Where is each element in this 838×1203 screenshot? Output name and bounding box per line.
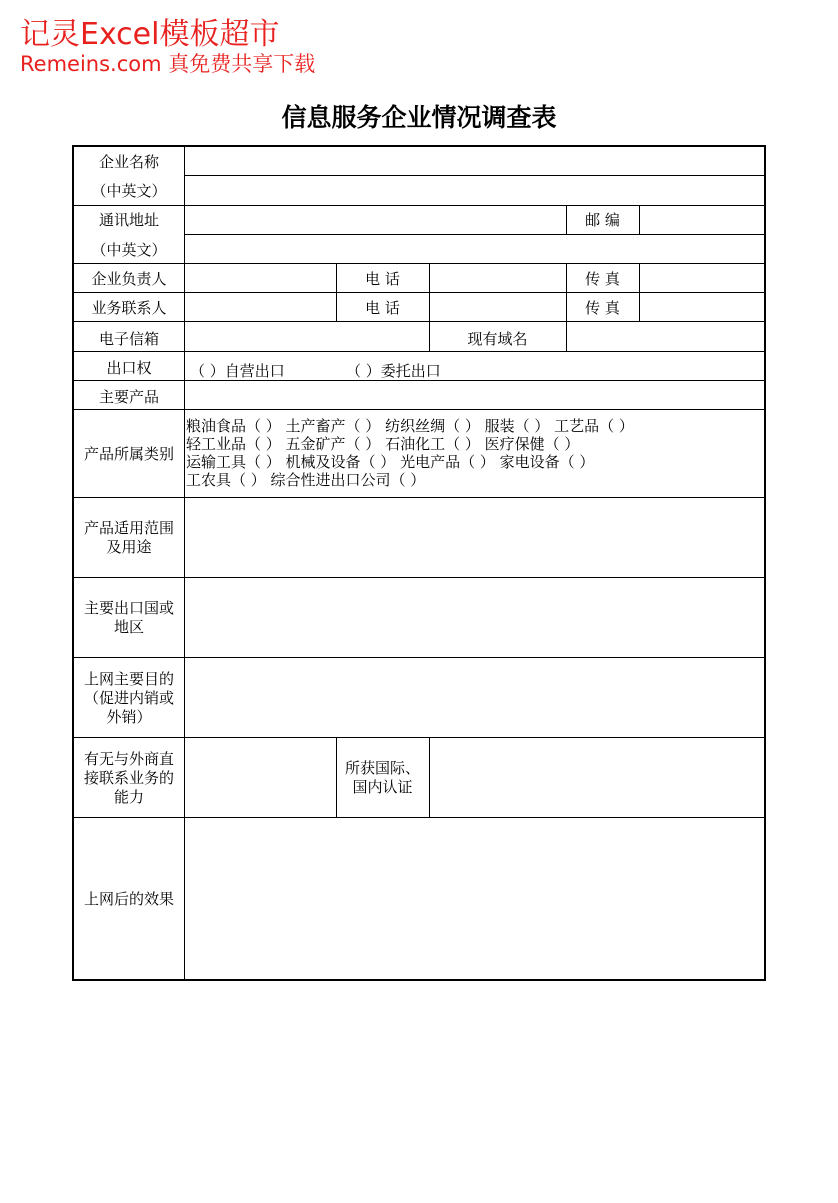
label-email: 电子信箱 (98, 329, 159, 348)
category-options (186, 417, 634, 489)
survey-form (72, 145, 766, 981)
leader-phone-field[interactable] (430, 264, 566, 292)
label-product-usage: 产品适用范围及用途 (83, 519, 174, 556)
main-products-field[interactable] (185, 381, 766, 409)
watermark (20, 17, 316, 76)
leader-fax-field[interactable] (640, 264, 766, 292)
label-fax-2: 传 真 (585, 298, 620, 317)
category-line[interactable]: 运输工具（ ） 机械及设备（ ） 光电产品（ ） 家电设备（ ） (186, 453, 595, 471)
category-line[interactable]: 轻工业品（ ） 五金矿产（ ） 石油化工（ ） 医疗保健（ ） (186, 435, 580, 453)
contact-field[interactable] (185, 293, 336, 321)
label-address: 通讯地址 (98, 210, 159, 229)
email-field[interactable] (185, 322, 429, 351)
label-phone-2: 电 话 (365, 298, 400, 317)
online-purpose-field[interactable] (185, 658, 766, 737)
label-company-name-note: （中英文） (91, 181, 167, 200)
label-foreign-ability: 有无与外商直接联系业务的能力 (83, 749, 174, 806)
product-usage-field[interactable] (185, 498, 766, 577)
page-title: 信息服务企业情况调查表 (281, 103, 557, 132)
label-export-right: 出口权 (106, 358, 152, 377)
leader-field[interactable] (185, 264, 336, 292)
address-en-field[interactable] (185, 235, 766, 263)
label-online-purpose: 上网主要目的（促进内销或外销） (83, 669, 174, 726)
label-main-products: 主要产品 (98, 387, 159, 406)
label-contact: 业务联系人 (91, 298, 167, 317)
contact-fax-field[interactable] (640, 293, 766, 321)
contact-phone-field[interactable] (430, 293, 566, 321)
label-leader: 企业负责人 (91, 269, 167, 288)
domain-field[interactable] (567, 322, 766, 351)
address-cn-field[interactable] (185, 206, 566, 234)
export-regions-field[interactable] (185, 578, 766, 657)
export-option-agent[interactable]: （ ）委托出口 (346, 362, 441, 380)
label-online-effect: 上网后的效果 (83, 889, 174, 908)
certification-field[interactable] (430, 738, 766, 817)
label-postcode: 邮 编 (585, 210, 620, 229)
watermark-line1: 记灵Excel模板超市 (20, 17, 280, 52)
company-name-cn-field[interactable] (185, 147, 766, 175)
label-domain: 现有域名 (467, 329, 528, 348)
label-phone-1: 电 话 (365, 269, 400, 288)
online-effect-field[interactable] (185, 818, 766, 979)
export-option-self[interactable]: （ ）自营出口 (190, 362, 285, 380)
foreign-ability-field[interactable] (185, 738, 336, 817)
label-export-regions: 主要出口国或地区 (83, 599, 174, 636)
label-address-note: （中英文） (91, 240, 167, 259)
label-certification: 所获国际、国内认证 (344, 759, 420, 796)
label-product-category: 产品所属类别 (83, 444, 174, 463)
category-line[interactable]: 粮油食品（ ） 土产畜产（ ） 纺织丝绸（ ） 服装（ ） 工艺品（ ） (186, 417, 634, 435)
postcode-field[interactable] (640, 206, 766, 234)
category-line[interactable]: 工农具（ ） 综合性进出口公司（ ） (186, 471, 426, 489)
label-fax-1: 传 真 (585, 269, 620, 288)
label-company-name: 企业名称 (98, 152, 159, 171)
company-name-en-field[interactable] (185, 176, 766, 205)
watermark-line2: Remeins.com 真免费共享下载 (20, 52, 316, 76)
